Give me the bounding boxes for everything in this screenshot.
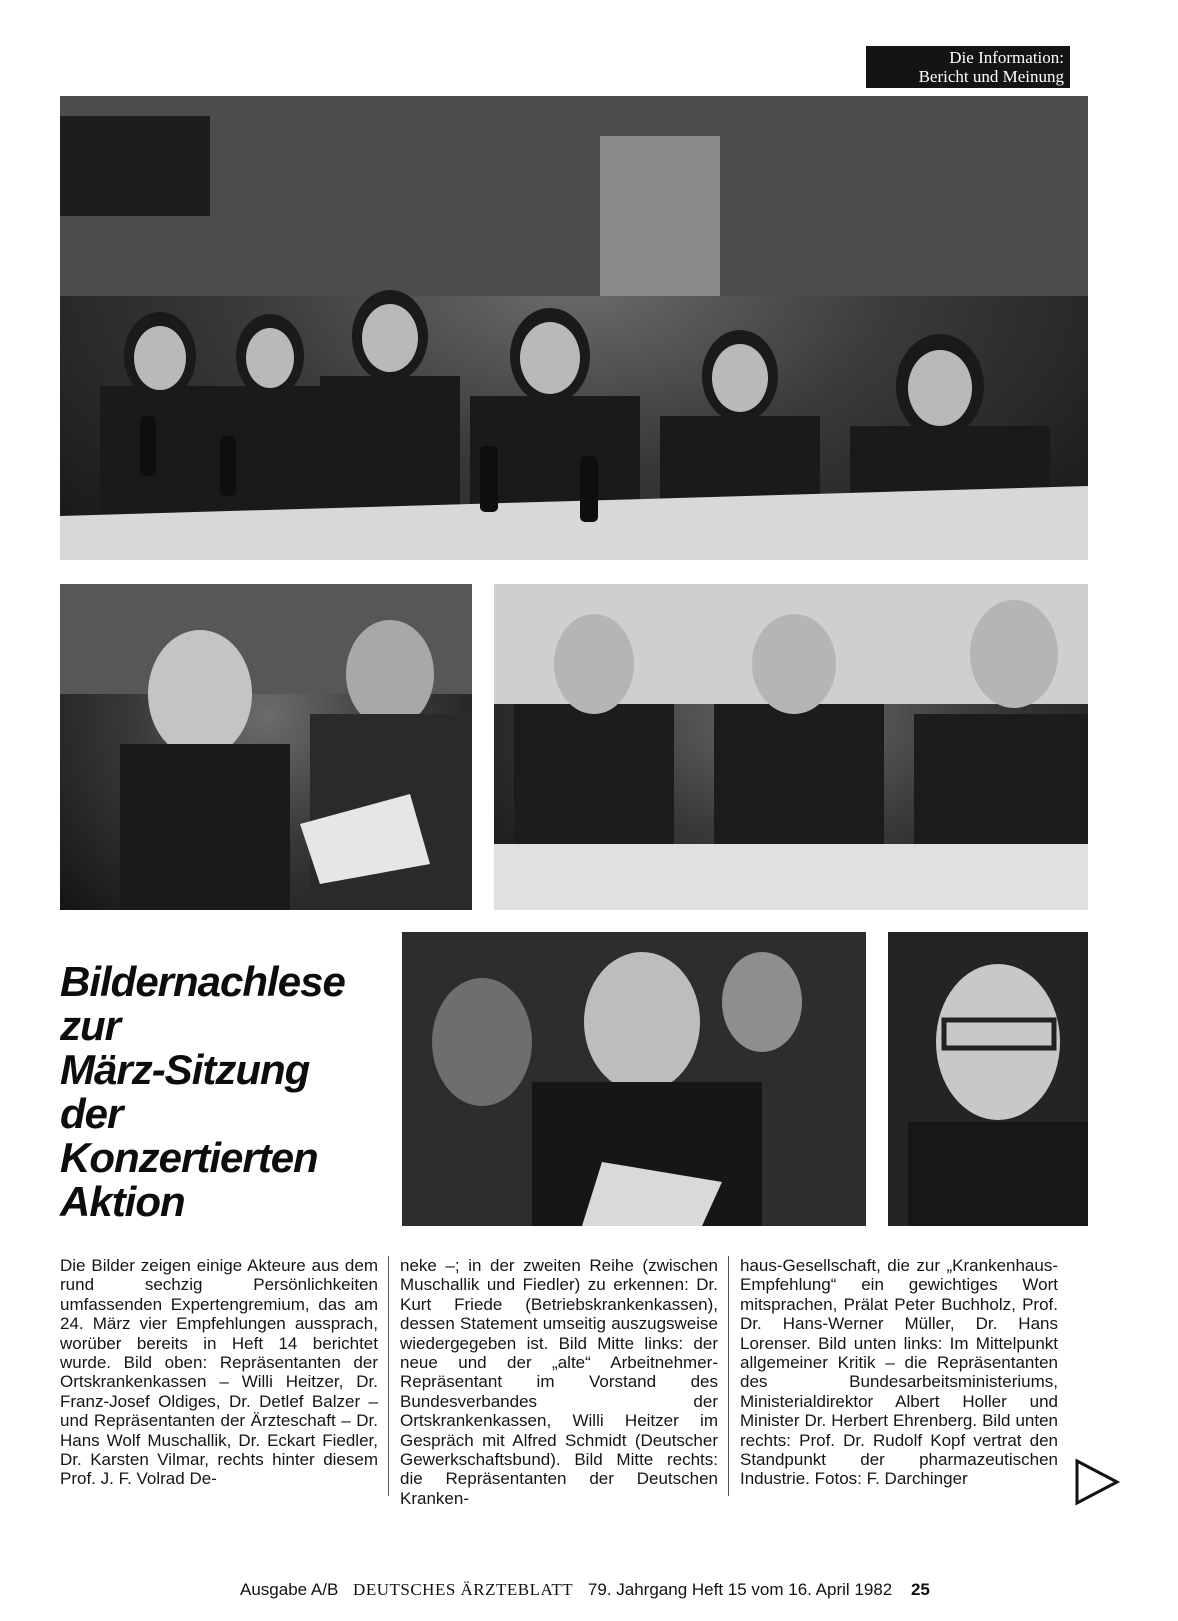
continue-arrow-icon <box>1074 1458 1120 1506</box>
photo-bottom-right-portrait <box>888 932 1088 1226</box>
body-column-3: haus-Gesellschaft, die zur „Krankenhaus-Empfehlung“ ein gewichtiges Wort mitsprachen, Prälat Peter Buchholz, Prof. Dr. Hans-Werner Müller, Dr. Hans Lorenser. Bild unten links: Im Mittelpunkt allgemeiner Kritik – die Repräsentanten des Bundesarbeitsministeriums, Ministerialdirektor Albert Holler und Minister Dr. Herbert Ehrenberg. Bild unten rechts: Prof. Dr. Rudolf Kopf vertrat den Standpunkt der pharmazeutischen Industrie. Fotos: F. Darchinger <box>740 1256 1058 1489</box>
photo-bottom-left-ministry-reps <box>402 932 866 1226</box>
photo-middle-left-silhouettes <box>60 584 472 910</box>
body-column-1: Die Bilder zeigen einige Akteure aus dem rund sechzig Persönlichkeiten umfassenden Expertengremium, das am 24. März vier Empfehlungen aussprach, worüber bereits in Heft 14 berichtet wurde. Bild oben: Repräsentanten der Ortskrankenkassen – Willi Heitzer, Dr. Franz-Josef Oldiges, Dr. Detlef Balzer – und Repräsentanten der Ärzteschaft – Dr. Hans Wolf Muschallik, Dr. Eckart Fiedler, Dr. Karsten Vilmar, rechts hinter diesem Prof. J. F. Volrad De- <box>60 1256 378 1489</box>
headline-line: der <box>60 1090 123 1137</box>
article-headline <box>60 960 380 1224</box>
photo-middle-right-hospital-reps <box>494 584 1088 910</box>
section-label-line1: Die Information: <box>949 48 1064 67</box>
headline-line: März-Sitzung <box>60 1046 310 1093</box>
footer-issue: 79. Jahrgang Heft 15 vom 16. April 1982 <box>587 1580 893 1599</box>
column-divider <box>388 1256 389 1496</box>
footer-edition: Ausgabe A/B <box>240 1580 339 1599</box>
section-label <box>866 46 1070 88</box>
page-footer <box>240 1580 1070 1600</box>
headline-line: Bildernachlese <box>60 958 345 1005</box>
body-column-2: neke –; in der zweiten Reihe (zwischen Muschallik und Fiedler) zu erkennen: Dr. Kurt Friede (Betriebskrankenkassen), dessen Statement umseitig auszugsweise wiedergegeben ist. Bild Mitte links: der neue und der „alte“ Arbeitnehmer-Repräsentant im Vorstand des Bundesverbandes der Ortskrankenkassen, Willi Heitzer im Gespräch mit Alfred Schmidt (Deutscher Gewerkschaftsbund). Bild Mitte rechts: die Repräsentanten der Deutschen Kranken- <box>400 1256 718 1508</box>
headline-line: Aktion <box>60 1178 185 1225</box>
footer-magazine-title: DEUTSCHES ÄRZTEBLATT <box>353 1580 574 1599</box>
column-divider <box>728 1256 729 1496</box>
photo-bottom-left-silhouettes <box>402 932 866 1226</box>
photo-top-silhouettes <box>60 96 1088 560</box>
headline-line: Konzertierten <box>60 1134 318 1181</box>
page-number: 25 <box>910 1580 930 1599</box>
section-label-line2: Bericht und Meinung <box>918 67 1064 86</box>
photo-top-conference-table <box>60 96 1088 560</box>
headline-line: zur <box>60 1002 120 1049</box>
photo-middle-right-silhouettes <box>494 584 1088 910</box>
photo-bottom-right-silhouette <box>888 932 1088 1226</box>
photo-middle-left-conversation <box>60 584 472 910</box>
